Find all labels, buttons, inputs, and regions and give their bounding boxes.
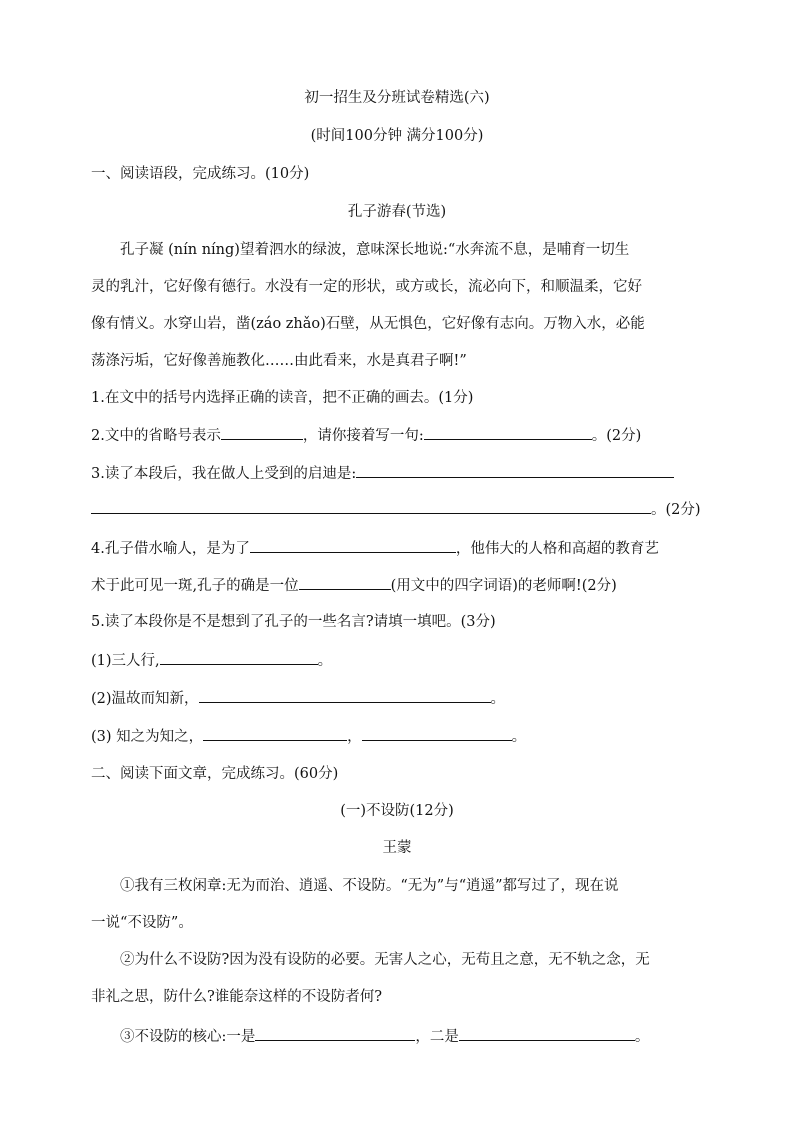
answer-blank-core-2[interactable]	[459, 1026, 635, 1041]
question-5-3	[91, 725, 526, 746]
answer-blank-q3-2[interactable]	[91, 499, 651, 514]
exam-subtitle: (时间100分钟 满分100分)	[310, 128, 484, 144]
question-3-continued	[91, 498, 701, 519]
answer-blank-q5-3b[interactable]	[362, 726, 512, 741]
question-5-3-text: (3) 知之为知之，	[91, 729, 204, 745]
answer-blank-q3-1[interactable]	[356, 463, 674, 478]
exam-title: 初一招生及分班试卷精选(六)	[304, 90, 490, 106]
answer-blank-core-1[interactable]	[255, 1026, 415, 1041]
section1-heading: 一、阅读语段，完成练习。(10分)	[91, 166, 310, 182]
passage-title: 孔子游春(节选)	[347, 204, 447, 220]
article-para-3-text-a: ③不设防的核心:一是	[120, 1029, 256, 1045]
answer-blank-q5-2[interactable]	[199, 688, 491, 703]
question-3-text-a: 3.读了本段后，我在做人上受到的启迪是:	[91, 466, 357, 482]
question-4-text-b: ，他伟大的人格和高超的教育艺	[455, 541, 659, 557]
answer-blank-q5-3a[interactable]	[203, 726, 347, 741]
question-2	[91, 424, 641, 445]
question-1: 1.在文中的括号内选择正确的读音，把不正确的画去。(1分)	[91, 390, 474, 406]
section2-heading: 二、阅读下面文章，完成练习。(60分)	[91, 766, 339, 782]
article-para-2-line-1: ②为什么不设防?因为没有设防的必要。无害人之心，无苟且之意，无不轨之念，无	[120, 952, 650, 968]
answer-blank-q2-2[interactable]	[424, 425, 592, 440]
question-4-text-c: 术于此可见一斑,孔子的确是一位	[91, 578, 299, 594]
article-title: (一)不设防(12分)	[340, 803, 454, 819]
question-5-2-end: 。	[490, 691, 506, 707]
question-4	[91, 537, 659, 558]
article-para-2-line-2: 非礼之思，防什么?谁能奈这样的不设防者何?	[91, 989, 383, 1005]
passage-line-3: 像有情义。水穿山岩，凿(záo zhǎo)石壁，从无惧色，它好像有志向。万物入水，必能	[91, 316, 645, 332]
question-5-1-end: 。	[317, 653, 333, 669]
question-5: 5.读了本段你是不是想到了孔子的一些名言?请填一填吧。(3分)	[91, 614, 496, 630]
article-author: 王蒙	[382, 840, 412, 856]
question-2-text-b: ，请你接着写一句:	[302, 428, 424, 444]
article-para-1-line-2: 一说“不设防”。	[91, 915, 193, 931]
passage-line-1: 孔子凝 (nín níng)望着泗水的绿波，意味深长地说:“水奔流不息，是哺育一切生	[120, 242, 630, 258]
passage-line-2: 灵的乳汁，它好像有德行。水没有一定的形状，或方或长，流必向下，和顺温柔，它好	[91, 279, 642, 295]
question-4-text-a: 4.孔子借水喻人，是为了	[91, 541, 250, 557]
article-para-3	[120, 1025, 649, 1046]
question-5-2-text: (2)温故而知新，	[91, 691, 199, 707]
passage-line-4: 荡涤污垢，它好像善施教化……由此看来，水是真君子啊!”	[91, 353, 467, 369]
question-5-1-text: (1)三人行,	[91, 653, 160, 669]
question-2-text-c: 。(2分)	[591, 428, 642, 444]
question-5-3-comma: ，	[347, 729, 362, 745]
question-2-text-a: 2.文中的省略号表示	[91, 428, 221, 444]
article-para-3-text-b: ，二是	[415, 1029, 459, 1045]
question-5-1	[91, 649, 332, 670]
question-5-2	[91, 687, 505, 708]
question-4-continued	[91, 574, 617, 595]
article-para-1-line-1: ①我有三枚闲章:无为而治、逍遥、不设防。“无为”与“逍遥”都写过了，现在说	[120, 878, 619, 894]
question-3	[91, 462, 674, 483]
answer-blank-q4-1[interactable]	[250, 538, 456, 553]
question-3-text-b: 。(2分)	[651, 502, 701, 518]
answer-blank-q2-1[interactable]	[221, 425, 303, 440]
answer-blank-q5-1[interactable]	[160, 650, 318, 665]
question-5-3-end: 。	[511, 729, 527, 745]
question-4-text-d: (用文中的四字词语)的老师啊!(2分)	[390, 578, 617, 594]
answer-blank-q4-2[interactable]	[299, 575, 391, 590]
article-para-3-text-c: 。	[634, 1029, 650, 1045]
